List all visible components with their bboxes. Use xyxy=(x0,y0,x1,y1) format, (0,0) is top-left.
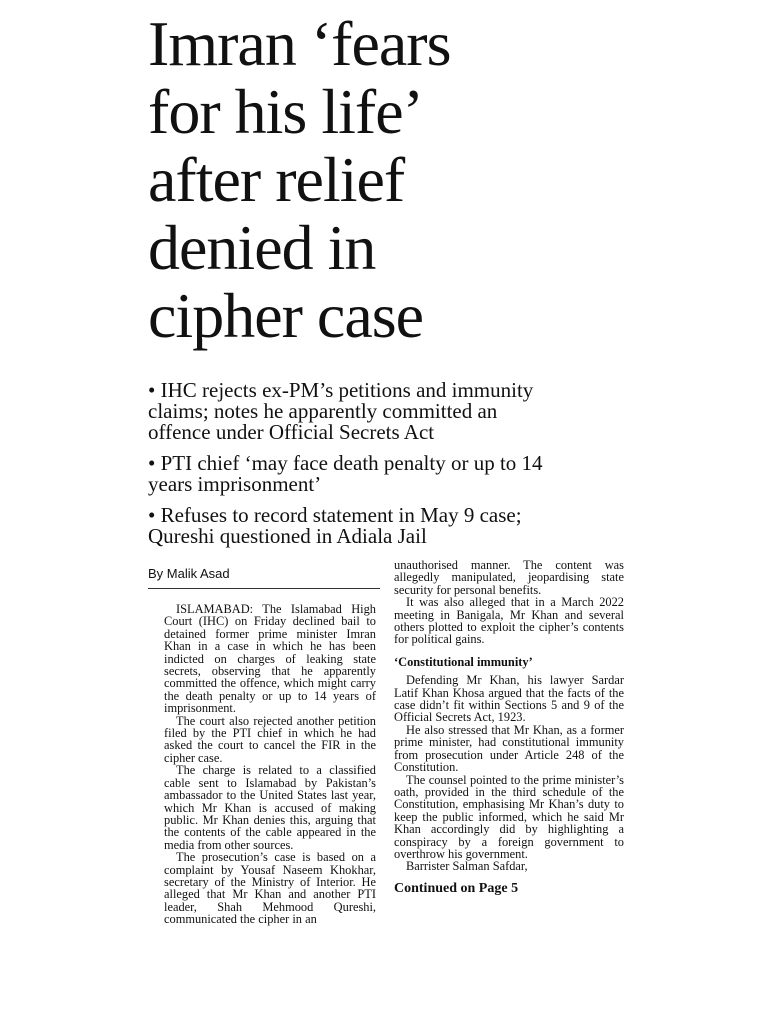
headline-line: after relief xyxy=(148,144,405,215)
article-paragraph: The charge is related to a classified cable sent to Islamabad by Pakistan’s ambassador to the United States last year, which Mr Khan is accused of making public. Mr Khan denies this, arguing that the contents of the cable appeared in the media from other sources. xyxy=(164,763,376,852)
bullet-line: • PTI chief ‘may face death penalty or up to 14 xyxy=(148,451,543,475)
summary-bullet xyxy=(148,380,624,443)
summary-bullet xyxy=(148,453,624,495)
bullet-line: • Refuses to record statement in May 9 case; xyxy=(148,503,522,527)
newspaper-page xyxy=(140,0,632,1024)
byline: By Malik Asad xyxy=(148,566,230,581)
article-column-right xyxy=(394,559,624,895)
summary-bullets xyxy=(148,380,624,557)
bullet-line: offence under Official Secrets Act xyxy=(148,420,435,444)
article-paragraph: ISLAMABAD: The Islamabad High Court (IHC) on Friday declined bail to detained former prime minister Imran Khan in a case in which he has been indicted on charges of leaking state secrets, observing that he apparently committed the offence, which might carry the death penalty or up to 14 years of imprisonment. xyxy=(164,602,376,716)
article-column-left xyxy=(164,603,376,926)
article-paragraph: It was also alleged that in a March 2022 meeting in Banigala, Mr Khan and several others plotted to exploit the cipher’s contents for political gains. xyxy=(394,595,624,647)
article-paragraph: Defending Mr Khan, his lawyer Sardar Latif Khan Khosa argued that the facts of the case didn’t fit within Sections 5 and 9 of the Official Secrets Act, 1923. xyxy=(394,673,624,725)
bullet-line: • IHC rejects ex-PM’s petitions and immunity xyxy=(148,378,534,402)
byline-divider xyxy=(148,588,380,589)
section-subhead: ‘Constitutional immunity’ xyxy=(394,654,533,669)
article-paragraph: Barrister Salman Safdar, xyxy=(406,859,528,874)
article-paragraph: He also stressed that Mr Khan, as a former prime minister, had constitutional immunity from prosecution under Article 248 of the Constitution. xyxy=(394,722,624,775)
headline-line: for his life’ xyxy=(148,76,423,147)
continued-on-page-link[interactable]: Continued on Page 5 xyxy=(394,880,519,896)
summary-bullet xyxy=(148,505,624,547)
article-paragraph: The court also rejected another petition filed by the PTI chief in which he had asked the court to cancel the FIR in the cipher case. xyxy=(164,713,376,765)
headline-line: denied in xyxy=(148,212,376,283)
article-paragraph: The prosecution’s case is based on a complaint by Yousaf Naseem Khokhar, secretary of the Ministry of Interior. He alleged that Mr Khan and another PTI leader, Shah Mehmood Qureshi, communicated the cipher in an xyxy=(164,850,376,927)
article-paragraph: The counsel pointed to the prime minister’s oath, provided in the third schedule of the Constitution, emphasising Mr Khan’s duty to keep the public informed, which he said Mr Khan accordingly did by highlighting a conspiracy by a foreign government to overthrow his government. xyxy=(394,772,624,861)
bullet-line: years imprisonment’ xyxy=(148,472,322,496)
bullet-line: claims; notes he apparently committed an xyxy=(148,399,498,423)
headline-line: cipher case xyxy=(148,280,424,351)
article-paragraph: unauthorised manner. The content was allegedly manipulated, jeopardising state security for personal benefits. xyxy=(394,558,624,597)
headline xyxy=(148,10,618,350)
bullet-line: Qureshi questioned in Adiala Jail xyxy=(148,524,427,548)
headline-line: Imran ‘fears xyxy=(148,8,451,79)
